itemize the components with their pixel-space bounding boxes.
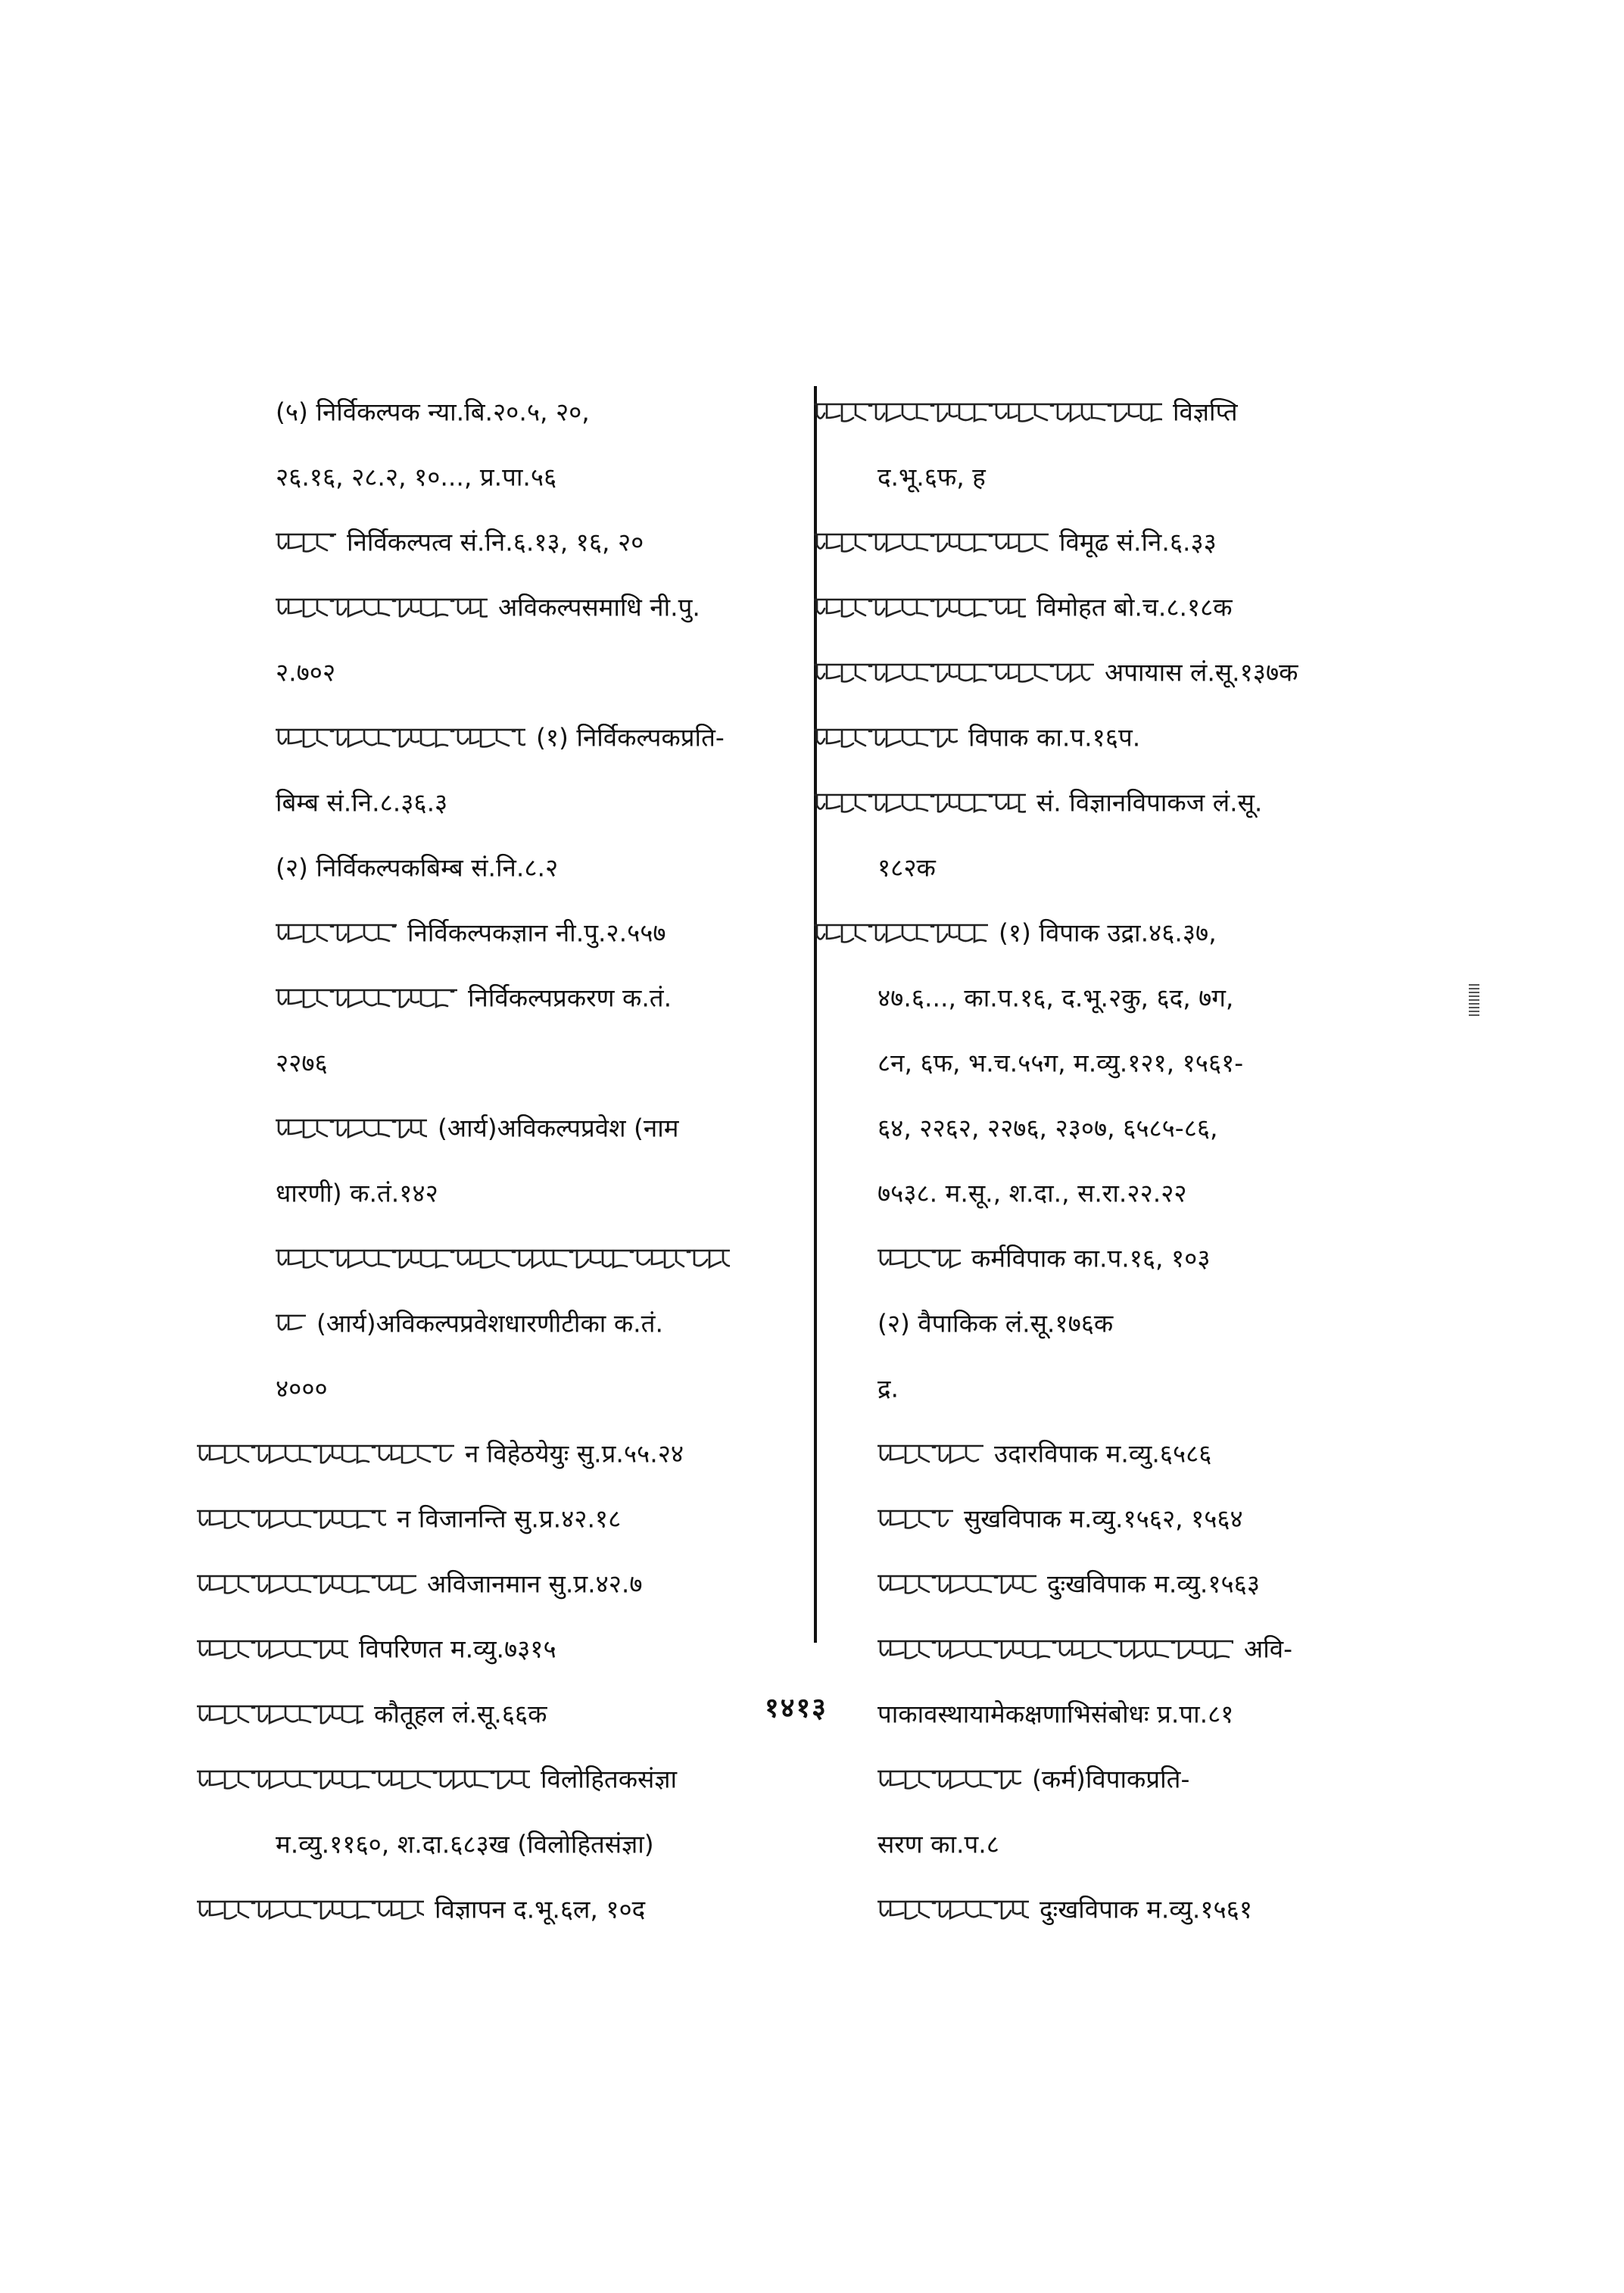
right-entry-line xyxy=(844,444,1480,509)
right-column xyxy=(844,379,1480,1941)
right-entry-line xyxy=(844,1615,1480,1681)
left-entry-text: (२) निर्विकल्पकबिम्ब सं.नि.८.२ xyxy=(276,852,559,883)
left-entry-text: निर्विकल्पप्रकरण क.तं. xyxy=(468,983,672,1013)
left-entry-text: (१) निर्विकल्पकप्रति- xyxy=(536,722,725,752)
tibetan-headword xyxy=(276,986,457,1011)
page-number: १४१३ xyxy=(765,1693,828,1724)
tibetan-headword xyxy=(276,530,336,556)
left-entry-line xyxy=(242,1030,810,1095)
left-entry-text: धारणी) क.तं.१४२ xyxy=(276,1178,438,1208)
right-entry-text: सं. विज्ञानविपाकज लं.सू. xyxy=(1036,787,1263,818)
left-entry-line xyxy=(197,1615,810,1681)
left-entry-line xyxy=(242,444,810,509)
left-column xyxy=(242,379,810,1941)
tibetan-headword xyxy=(814,725,958,751)
right-entry-line xyxy=(844,1030,1480,1095)
left-entry-line xyxy=(197,1420,810,1485)
right-entry-text: ८न, ६फ, भ.च.५५ग, म.व्यु.१२१, १५६१- xyxy=(877,1048,1244,1078)
right-entry-line xyxy=(844,1485,1480,1550)
tibetan-headword xyxy=(877,1246,961,1272)
right-entry-text: ७५३८. म.सू., श.दा., स.रा.२२.२२ xyxy=(877,1178,1187,1208)
right-entry-text: पाकावस्थायामेकक्षणाभिसंबोधः प्र.पा.८१ xyxy=(877,1699,1234,1729)
right-entry-line xyxy=(844,1876,1480,1941)
right-entry-line xyxy=(844,964,1480,1030)
tibetan-headword xyxy=(276,921,397,946)
right-entry-text: सुखविपाक म.व्यु.१५६२, १५६४ xyxy=(964,1503,1243,1534)
right-entry-text: (कर्म)विपाकप्रति- xyxy=(1032,1764,1190,1794)
left-entry-line xyxy=(242,1355,810,1420)
tibetan-headword xyxy=(276,1246,730,1272)
left-entry-text: अविजानमान सु.प्र.४२.७ xyxy=(427,1569,643,1599)
left-entry-line xyxy=(242,574,810,639)
right-entry-text: विमोहत बो.च.८.१८क xyxy=(1036,592,1233,622)
left-entry-text: विज्ञापन द.भू.६ल, १०द xyxy=(435,1894,646,1924)
tibetan-headword xyxy=(197,1637,348,1662)
right-entry-line xyxy=(814,769,1480,834)
left-entry-line xyxy=(242,899,810,964)
tibetan-headword xyxy=(814,595,1026,621)
left-entry-text: कौतूहल लं.सू.६६क xyxy=(374,1699,547,1729)
right-entry-text: १८२क xyxy=(877,852,936,883)
tibetan-headword xyxy=(877,1897,1029,1923)
tibetan-headword xyxy=(814,400,1162,425)
left-entry-line xyxy=(242,1811,810,1876)
left-entry-text: न विहेठयेयुः सु.प्र.५५.२४ xyxy=(465,1438,684,1469)
left-entry-text: अविकल्पसमाधि नी.पु. xyxy=(498,592,700,622)
tibetan-headword xyxy=(814,921,988,946)
left-entry-line xyxy=(197,1485,810,1550)
left-entry-text: निर्विकल्पकज्ञान नी.पु.२.५५७ xyxy=(407,918,666,948)
right-entry-text: अपायास लं.सू.१३७क xyxy=(1105,657,1298,687)
right-entry-text: (१) विपाक उद्रा.४६.३७, xyxy=(999,918,1217,948)
right-entry-text: अवि- xyxy=(1244,1634,1293,1664)
right-entry-text: ६४, २२६२, २२७६, २३०७, ६५८५-८६, xyxy=(877,1113,1218,1143)
left-entry-line xyxy=(197,1681,810,1746)
tibetan-headword xyxy=(197,1767,530,1793)
tibetan-headword xyxy=(276,595,488,621)
left-entry-text: निर्विकल्पत्व सं.नि.६.१३, १६, २० xyxy=(347,527,644,557)
left-entry-text: म.व्यु.११६०, श.दा.६८३ख (विलोहितसंज्ञा) xyxy=(276,1829,654,1859)
right-entry-text: सरण का.प.८ xyxy=(877,1829,999,1859)
left-entry-line xyxy=(242,1225,810,1290)
right-entry-text: ४७.६..., का.प.१६, द.भू.२कु, ६द, ७ग, xyxy=(877,983,1234,1013)
left-entry-line xyxy=(242,769,810,834)
tibetan-headword xyxy=(877,1637,1233,1662)
right-entry-line xyxy=(844,1225,1480,1290)
right-entry-text: द्र. xyxy=(877,1373,899,1404)
tibetan-headword xyxy=(814,530,1049,556)
right-entry-text: विमूढ सं.नि.६.३३ xyxy=(1059,527,1217,557)
right-entry-text: विपाक का.प.१६प. xyxy=(968,722,1141,752)
right-entry-line xyxy=(844,1355,1480,1420)
right-entry-line xyxy=(814,379,1480,444)
tibetan-headword xyxy=(197,1441,454,1467)
tibetan-headword xyxy=(276,1116,427,1142)
right-entry-line xyxy=(814,899,1480,964)
right-entry-text: दुःखविपाक म.व्यु.१५६१ xyxy=(1040,1894,1252,1924)
left-entry-line xyxy=(242,1160,810,1225)
right-entry-line xyxy=(844,1746,1480,1811)
right-entry-line xyxy=(814,639,1480,704)
tibetan-headword xyxy=(877,1506,953,1532)
left-entry-line xyxy=(242,639,810,704)
tibetan-headword xyxy=(814,660,1094,686)
right-entry-text: कर्मविपाक का.प.१६, १०३ xyxy=(971,1243,1211,1273)
left-entry-line xyxy=(242,704,810,769)
left-entry-text: २२७६ xyxy=(276,1048,328,1078)
tibetan-headword xyxy=(877,1572,1036,1597)
left-entry-text: (आर्य)अविकल्पप्रवेशधारणीटीका क.तं. xyxy=(316,1308,663,1338)
left-entry-line xyxy=(242,509,810,574)
tibetan-headword xyxy=(197,1897,424,1923)
right-entry-line xyxy=(844,834,1480,899)
right-entry-line xyxy=(844,1420,1480,1485)
left-entry-line xyxy=(242,1290,810,1355)
right-entry-text: (२) वैपाकिक लं.सू.१७६क xyxy=(877,1308,1114,1338)
left-entry-line xyxy=(242,964,810,1030)
right-entry-text: दुःखविपाक म.व्यु.१५६३ xyxy=(1047,1569,1260,1599)
margin-mark xyxy=(1469,984,1479,1017)
left-entry-text: ४००० xyxy=(276,1373,328,1404)
tibetan-headword xyxy=(276,725,525,751)
tibetan-headword xyxy=(877,1767,1021,1793)
left-entry-line xyxy=(242,379,810,444)
tibetan-headword xyxy=(276,1311,306,1337)
left-entry-line xyxy=(197,1550,810,1615)
left-entry-text: (५) निर्विकल्पक न्या.बि.२०.५, २०, xyxy=(276,397,590,427)
right-entry-line xyxy=(814,509,1480,574)
right-entry-line xyxy=(844,1160,1480,1225)
tibetan-headword xyxy=(197,1506,386,1532)
right-entry-line xyxy=(844,1290,1480,1355)
left-entry-text: (आर्य)अविकल्पप्रवेश (नाम xyxy=(438,1113,679,1143)
left-entry-text: बिम्ब सं.नि.८.३६.३ xyxy=(276,787,448,818)
tibetan-headword xyxy=(877,1441,983,1467)
right-entry-line xyxy=(844,1681,1480,1746)
left-entry-text: २६.१६, २८.२, १०..., प्र.पा.५६ xyxy=(276,462,557,492)
left-entry-text: न विजानन्ति सु.प्र.४२.१८ xyxy=(397,1503,622,1534)
left-entry-line xyxy=(197,1876,810,1941)
right-entry-text: उदारविपाक म.व्यु.६५८६ xyxy=(994,1438,1212,1469)
right-entry-text: द.भू.६फ, ह xyxy=(877,462,986,492)
right-entry-text: विज्ञप्ति xyxy=(1173,397,1238,427)
left-entry-line xyxy=(242,1095,810,1160)
left-entry-text: विलोहितकसंज्ञा xyxy=(541,1764,678,1794)
right-entry-line xyxy=(814,574,1480,639)
left-entry-line xyxy=(242,834,810,899)
left-entry-text: २.७०२ xyxy=(276,657,336,687)
right-entry-line xyxy=(844,1550,1480,1615)
tibetan-headword xyxy=(197,1572,416,1597)
left-entry-text: विपरिणत म.व्यु.७३१५ xyxy=(359,1634,556,1664)
right-entry-line xyxy=(844,1811,1480,1876)
tibetan-headword xyxy=(814,790,1026,816)
tibetan-headword xyxy=(197,1702,363,1728)
right-entry-line xyxy=(844,1095,1480,1160)
right-entry-line xyxy=(814,704,1480,769)
left-entry-line xyxy=(197,1746,810,1811)
